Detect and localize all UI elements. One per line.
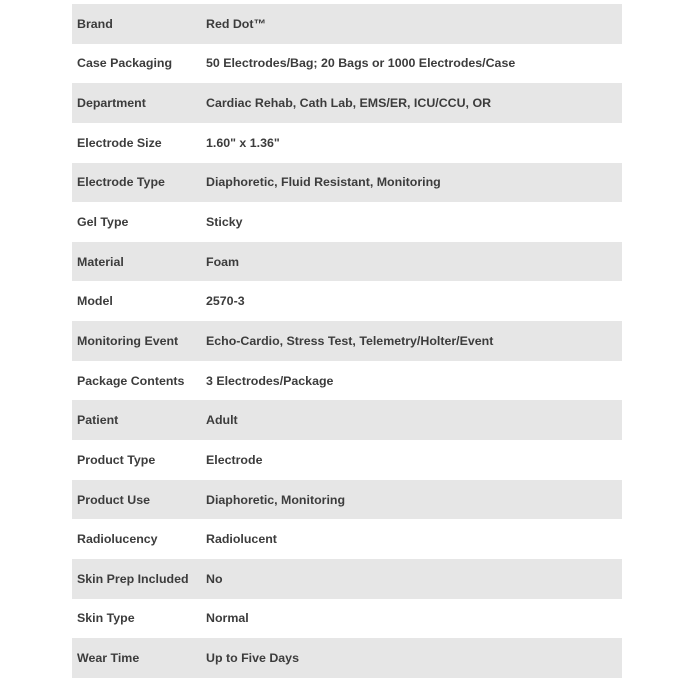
spec-label: Electrode Type [77,175,165,190]
spec-value: 3 Electrodes/Package [206,373,334,388]
spec-value: 1.60" x 1.36" [206,135,280,150]
table-row [72,480,622,520]
table-row [72,321,622,361]
spec-value: 2570-3 [206,294,245,309]
table-row [72,440,622,480]
spec-label: Patient [77,413,119,428]
spec-label: Package Contents [77,373,185,388]
spec-label: Model [77,294,113,309]
spec-value: Foam [206,254,240,269]
specifications-table-body [72,4,622,678]
spec-label: Skin Prep Included [77,571,189,586]
table-row [72,361,622,401]
spec-value: Red Dot™ [206,16,266,31]
spec-label: Skin Type [77,611,135,626]
spec-label: Electrode Size [77,135,162,150]
table-row [72,123,622,163]
table-row [72,519,622,559]
spec-label: Product Type [77,452,156,467]
table-row [72,83,622,123]
spec-value: Echo-Cardio, Stress Test, Telemetry/Holter/Event [206,333,494,348]
table-row [72,44,622,84]
spec-label: Material [77,254,124,269]
table-row [72,163,622,203]
table-row [72,559,622,599]
spec-value: Up to Five Days [206,651,299,666]
spec-value: Sticky [206,215,243,230]
spec-label: Product Use [77,492,150,507]
table-row [72,202,622,242]
spec-label: Department [77,96,146,111]
spec-label: Brand [77,16,113,31]
table-row [72,4,622,44]
spec-value: Radiolucent [206,532,277,547]
spec-value: Diaphoretic, Monitoring [206,492,346,507]
spec-label: Case Packaging [77,56,173,71]
spec-value: Electrode [206,452,263,467]
spec-value: Diaphoretic, Fluid Resistant, Monitoring [206,175,441,190]
spec-label: Wear Time [77,651,140,666]
spec-value: Cardiac Rehab, Cath Lab, EMS/ER, ICU/CCU, OR [206,96,492,111]
spec-value: Normal [206,611,249,626]
spec-value: Adult [206,413,238,428]
spec-label: Monitoring Event [77,333,179,348]
table-row [72,400,622,440]
spec-value: No [206,571,223,586]
table-row [72,242,622,282]
spec-label: Radiolucency [77,532,158,547]
specifications-table [72,4,622,678]
table-row [72,638,622,678]
spec-label: Gel Type [77,215,129,230]
spec-value: 50 Electrodes/Bag; 20 Bags or 1000 Electrodes/Case [206,56,516,71]
table-row [72,281,622,321]
table-row [72,599,622,639]
